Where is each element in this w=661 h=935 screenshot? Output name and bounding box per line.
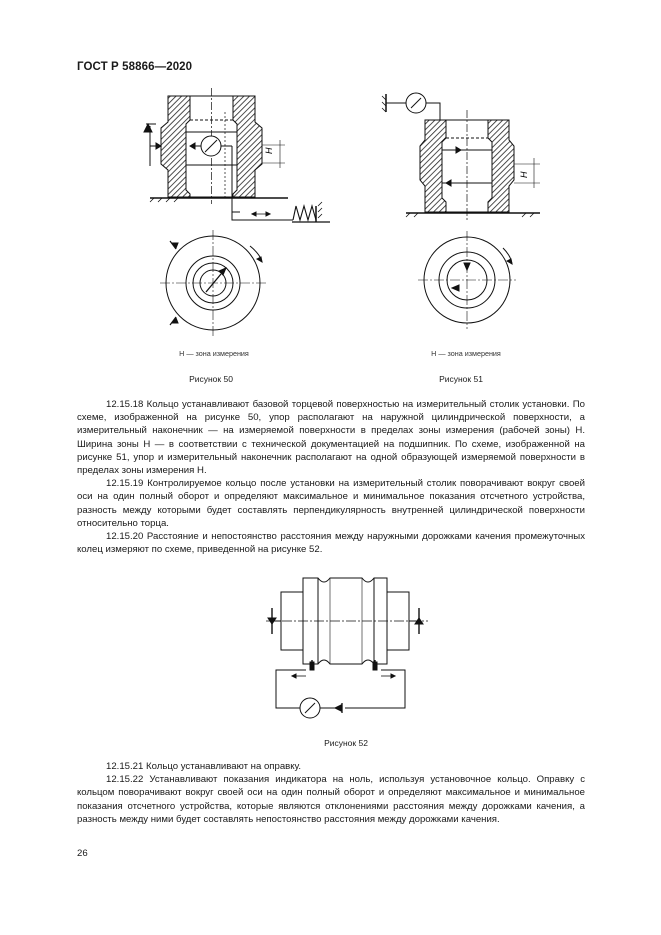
page-number: 26	[77, 848, 88, 859]
fig50-caption: Рисунок 50	[189, 374, 233, 384]
fig51-top-view	[418, 231, 516, 329]
document-header: ГОСТ Р 58866—2020	[77, 61, 193, 73]
paragraph-12-15-22: 12.15.22 Устанавливают показания индикатора на ноль, используя установочное кольцо. Оправку с кольцом поворачивают вокруг своей оси на один полный оборот и определяют максимальное и минимальное показания отсчетного устройства, которые являются отклонениями расстояния между дорожками качения, а разность между ними будет составлять непостоянство расстояния между дорожками качения.	[77, 774, 585, 825]
fig50-section-view	[144, 88, 330, 222]
paragraph-12-15-19: 12.15.19 Контролируемое кольцо после установки на измерительный столик поворачивают вокруг своей оси на один полный оборот и определяют максимальное и минимальное показания отсчетного устройства, разность между которыми будет составлять перпендикулярность внутренней цилиндрической поверхности относительно торца.	[77, 478, 585, 529]
fig52-caption: Рисунок 52	[324, 738, 368, 748]
paragraph-12-15-20: 12.15.20 Расстояние и непостоянство расстояния между наружными дорожками качения промежуточных колец измеряют по схеме, приведенной на рисунке 52.	[77, 531, 585, 556]
paragraph-12-15-21: 12.15.21 Кольцо устанавливают на оправку.	[106, 761, 302, 772]
paragraph-12-15-18: 12.15.18 Кольцо устанавливают базовой торцевой поверхностью на измерительный столик установки. По схеме, изображенной на рисунке 50, упор располагают на наружной цилиндрической поверхности, а измерительный наконечник — на измеряемой поверхности в пределах зоны измерения (рабочей зоны) H. Ширина зоны H — в соответствии с технической документацией на подшипник. По схеме, изображенной на рисунке 51, упор и измерительный наконечник располагают на одной образующей измеряемой поверхности в пределах зоны измерения H.	[77, 399, 585, 477]
fig50-top-view	[160, 230, 266, 336]
fig50-h-label: H	[264, 147, 274, 154]
fig51-zone-note: H — зона измерения	[431, 349, 501, 358]
figure-52-drawing	[0, 568, 661, 748]
fig51-caption: Рисунок 51	[439, 374, 483, 384]
body-text-block-a	[77, 398, 585, 556]
fig50-zone-note: H — зона измерения	[179, 349, 249, 358]
figures-50-51-drawing	[0, 0, 661, 360]
fig51-section-view	[382, 93, 540, 222]
fig51-h-label: H	[519, 171, 529, 178]
body-text-block-b	[77, 760, 585, 826]
